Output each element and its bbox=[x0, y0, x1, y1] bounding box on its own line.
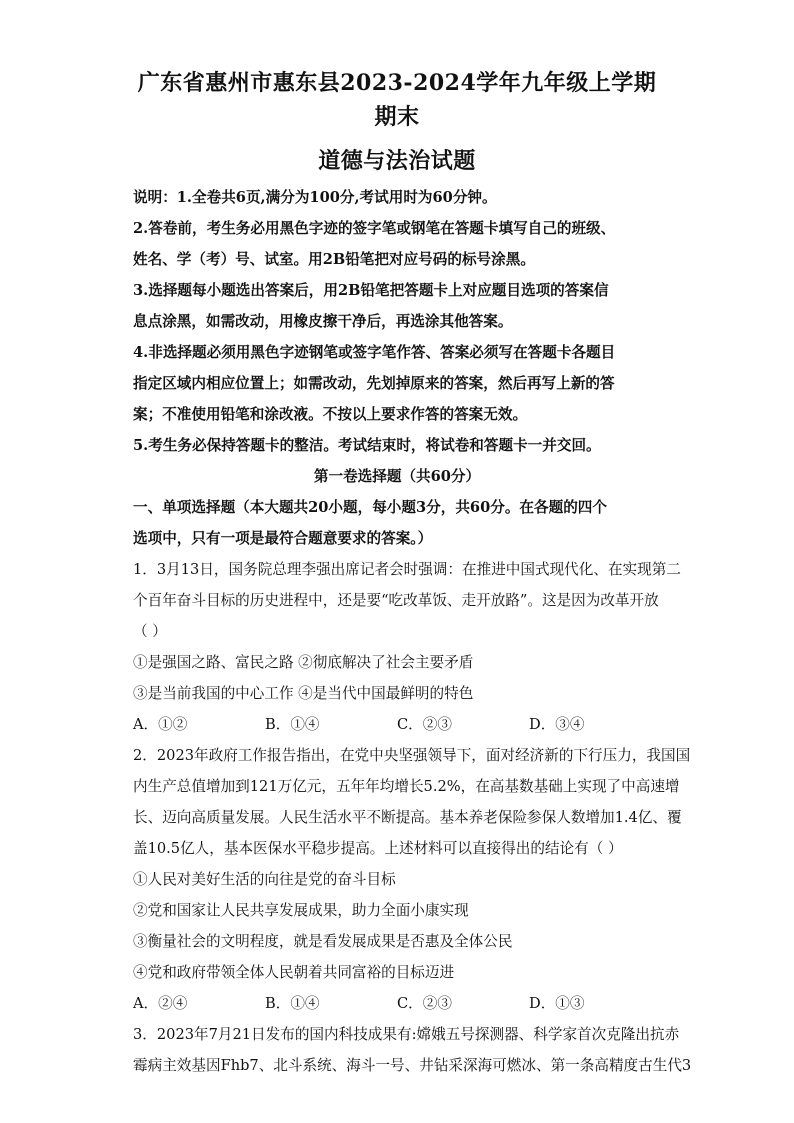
instruction-line: 姓名、学（考）号、试室。用2B铅笔把对应号码的标号涂黑。 bbox=[133, 251, 535, 268]
part-title-line: 一、单项选择题（本大题共20小题，每小题3分，共60分。在各题的四个 bbox=[133, 499, 607, 516]
question-statement: ②党和国家让人民共享发展成果，助力全面小康实现 bbox=[133, 902, 469, 919]
question-2 bbox=[133, 740, 691, 1019]
exam-title-line2: 道德与法治试题 bbox=[318, 148, 476, 174]
question-1 bbox=[133, 554, 681, 740]
question-statement: ①是强国之路、富民之路 ②彻底解决了社会主要矛盾 bbox=[133, 654, 474, 671]
question-stem-line: 1．3月13日，国务院总理李强出席记者会时强调：在推进中国式现代化、在实现第二 bbox=[133, 561, 681, 578]
option-c: C．②③ bbox=[397, 716, 452, 733]
question-stem-line: 3．2023年7月21日发布的国内科技成果有:嫦娥五号探测器、科学家首次克隆出抗赤 bbox=[133, 1026, 680, 1043]
instruction-line: 案；不准使用铅笔和涂改液。不按以上要求作答的答案无效。 bbox=[133, 406, 528, 423]
question-3 bbox=[133, 1019, 692, 1081]
question-stem-line: （ ） bbox=[133, 623, 167, 640]
instruction-line: 4.非选择题必须用黑色字迹钢笔或签字笔作答、答案必须写在答题卡各题目 bbox=[133, 344, 616, 361]
option-d: D．①③ bbox=[529, 995, 585, 1012]
section-title: 第一卷选择题（共60分） bbox=[313, 468, 481, 485]
instruction-line: 指定区域内相应位置上；如需改动，先划掉原来的答案，然后再写上新的答 bbox=[133, 375, 615, 392]
question-stem-line: 个百年奋斗目标的历史进程中，还是要“吃改革饭、走开放路”。这是因为改革开放 bbox=[133, 592, 659, 609]
question-stem-line: 长、迈向高质量发展。人民生活水平不断提高。基本养老保险参保人数增加1.4亿、覆 bbox=[133, 809, 682, 826]
part-title bbox=[133, 492, 661, 554]
answer-options bbox=[133, 709, 661, 740]
option-d: D．③④ bbox=[529, 716, 585, 733]
option-c: C．②③ bbox=[397, 995, 452, 1012]
question-stem-line: 霉病主效基因Fhb7、北斗系统、海斗一号、井钻采深海可燃冰、第一条高精度古生代3 bbox=[133, 1057, 692, 1074]
instruction-line: 3.选择题每小题选出答案后，用2B铅笔把答题卡上对应题目选项的答案信 bbox=[133, 282, 609, 299]
option-a: A．①② bbox=[133, 716, 188, 733]
question-stem-line: 内生产总值增加到121万亿元，五年年均增长5.2%，在高基数基础上实现了中高速增 bbox=[133, 778, 680, 795]
answer-options bbox=[133, 988, 661, 1019]
question-statement: ①人民对美好生活的向往是党的奋斗目标 bbox=[133, 871, 396, 888]
instruction-line: 息点涂黑，如需改动，用橡皮擦干净后，再选涂其他答案。 bbox=[133, 313, 513, 330]
question-stem-line: 盖10.5亿人，基本医保水平稳步提高。上述材料可以直接得出的结论有（ ） bbox=[133, 840, 623, 857]
instructions-block bbox=[133, 182, 661, 461]
part-title-line: 选项中，只有一项是最符合题意要求的答案。） bbox=[133, 530, 433, 547]
instruction-line: 说明：1.全卷共6页,满分为100分,考试用时为60分钟。 bbox=[133, 189, 497, 206]
instruction-line: 2.答卷前，考生务必用黑色字迹的签字笔或钢笔在答题卡填写自己的班级、 bbox=[133, 220, 616, 237]
instruction-line: 5.考生务必保持答题卡的整洁。考试结束时，将试卷和答题卡一并交回。 bbox=[133, 437, 601, 454]
option-a: A．②④ bbox=[133, 995, 188, 1012]
question-stem-line: 2．2023年政府工作报告指出，在党中央坚强领导下，面对经济新的下行压力，我国国 bbox=[133, 747, 691, 764]
question-statement: ③衡量社会的文明程度，就是看发展成果是否惠及全体公民 bbox=[133, 933, 513, 950]
exam-title-line1: 广东省惠州市惠东县2023-2024学年九年级上学期期末 bbox=[137, 70, 657, 130]
question-statement: ④党和政府带领全体人民朝着共同富裕的目标迈进 bbox=[133, 964, 455, 981]
question-statement: ③是当前我国的中心工作 ④是当代中国最鲜明的特色 bbox=[133, 685, 474, 702]
option-b: B．①④ bbox=[265, 716, 320, 733]
option-b: B．①④ bbox=[265, 995, 320, 1012]
